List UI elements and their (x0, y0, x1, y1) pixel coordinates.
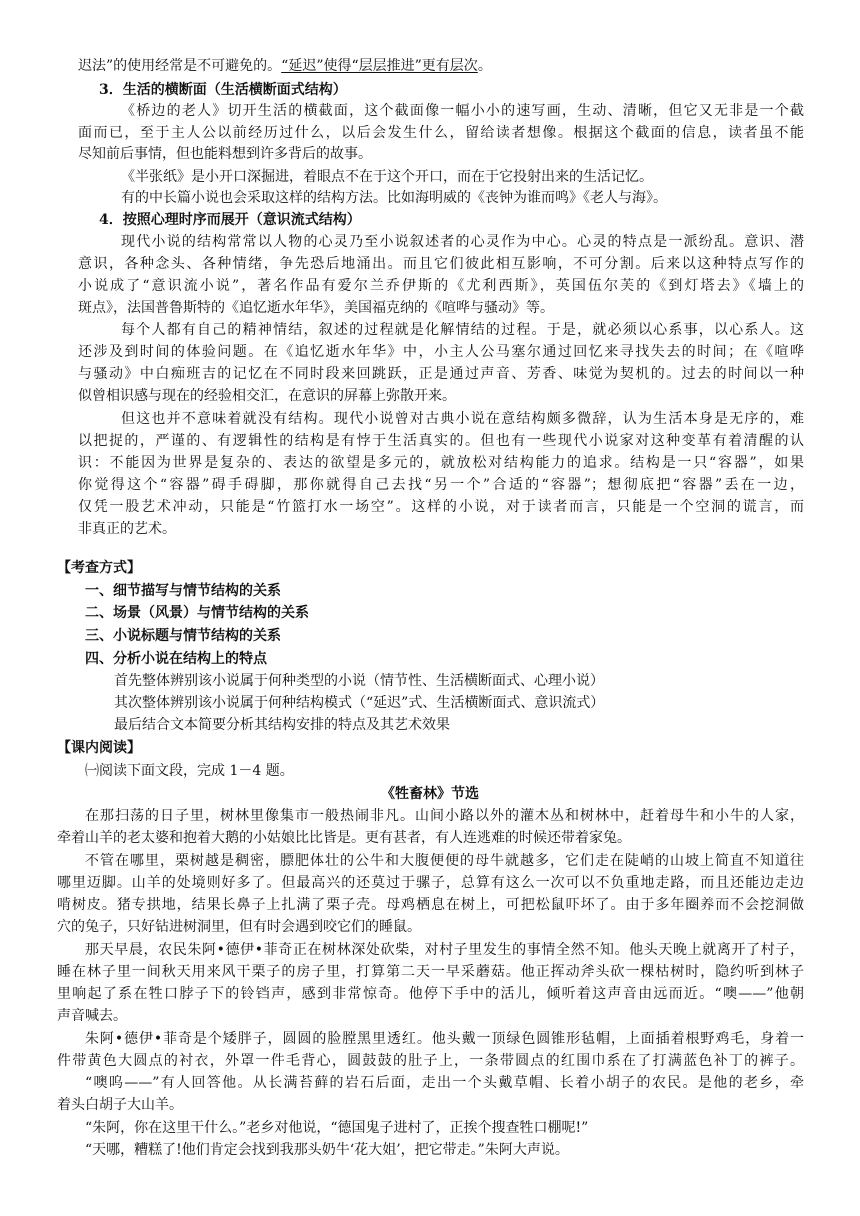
passage-line: 朱阿•德伊•菲奇是个矮胖子，圆圆的脸膛黑里透红。他头戴一顶绿色圆锥形毡帽，上面插着根野鸡毛，身着一 (85, 1031, 804, 1047)
passage-line: 件带黄色大圆点的衬衣，外罩一件毛背心，圆鼓鼓的肚子上，一条带圆点的红围巾系在了打满蓝色补丁的裤子。 (57, 1053, 804, 1069)
passage-line: 牵着山羊的老太婆和抱着大鹅的小姑娘比比皆是。更有甚者，有人连逃难的时候还带着家兔。 (57, 830, 631, 846)
passage-title: 《牲畜林》节选 (381, 786, 479, 802)
passage-line: 在那扫荡的日子里，树林里像集市一般热闹非凡。山间小路以外的灌木丛和树林中，赶着母牛和小牛的人家， (85, 808, 804, 824)
paragraph-line: 你觉得这个“容器”碍手碍脚，那你就得自己去找“另一个”合适的“容器”；想彻底把“容器”丢在一边， (78, 477, 804, 493)
paragraph-line: 面而已，至于主人公以前经历过什么，以后会发生什么，留给读者想像。根据这个截面的信息，读者虽不能 (78, 125, 804, 141)
kaocha-item: 一、细节描写与情节结构的关系 (85, 583, 281, 599)
passage-line: “噢呜——”有人回答他。从长满苔藓的岩石后面，走出一个头戴草帽、长着小胡子的农民。是他的老乡，牵 (85, 1075, 804, 1091)
passage-line: 着头白胡子大山羊。 (57, 1097, 183, 1113)
paragraph-line: 意识，各种念头、各种情绪，争先恐后地涌出。而且它们彼此相互影响，不可分割。后来以这种特点写作的 (78, 256, 804, 272)
passage-line: 穴的兔子，只好钻进树洞里，但有时会遇到咬它们的睡鼠。 (57, 919, 421, 935)
paragraph-line: 但这也并不意味着就没有结构。现代小说曾对古典小说在意结构颇多微辞，认为生活本身是无序的，难 (121, 411, 804, 427)
paragraph-line: 小说成了“意识流小说”，著名作品有爱尔兰乔伊斯的《尤利西斯》，英国伍尔芙的《到灯塔去》《墙上的 (78, 278, 804, 294)
underlined-text: “延迟”使得“层层推进”更有层次 (281, 58, 478, 74)
passage-line: 声音喊去。 (57, 1008, 127, 1024)
paragraph-line: 非真正的艺术。 (78, 521, 176, 537)
paragraph-line: 识：不能因为世界是复杂的、表达的欲望是多元的，就放松对结构能力的追求。结构是一只“容器”，如果 (78, 455, 804, 471)
kenei-heading: 【课内阅读】 (57, 740, 141, 756)
kaocha-subitem: 其次整体辨别该小说属于何种结构模式（“延迟”式、生活横断面式、意识流式） (114, 695, 605, 711)
paragraph-line: 《桥边的老人》切开生活的横截面，这个截面像一幅小小的速写画，生动、清晰，但它又无非是一个截 (121, 103, 804, 119)
kaocha-item: 四、分析小说在结构上的特点 (85, 651, 267, 667)
reading-instruction: ㈠阅读下面文段，完成 1－4 题。 (85, 763, 294, 779)
passage-line: 睡在林子里一间秋天用来风干栗子的房子里，打算第二天一早采蘑菇。他正挥动斧头砍一棵枯树时，隐约听到林子 (57, 964, 804, 980)
kaocha-subitem: 最后结合文本简要分析其结构安排的特点及其艺术效果 (114, 717, 450, 733)
paragraph-line: 与骚动》中白痴班吉的记忆在不同时段来回跳跃，正是通过声音、芳香、味觉为契机的。过去的时间以一种 (78, 366, 804, 382)
passage-line: “天哪，糟糕了!他们肯定会找到我那头奶牛‘花大姐’，把它带走。”朱阿大声说。 (85, 1142, 569, 1158)
passage-line: 里响起了系在牲口脖子下的铃铛声，感到非常惊奇。他停下手中的活儿，倾听着这声音由远而近。“噢——”他朝 (57, 986, 804, 1002)
paragraph-line: 仅凭一股艺术冲动，只能是“竹篮打水一场空”。这样的小说，对于读者而言，只能是一个空洞的谎言，而 (78, 499, 804, 515)
paragraph-line: 似曾相识感与现在的经验相交汇，在意识的屏幕上弥散开来。 (78, 388, 456, 404)
paragraph-line: 还涉及到时间的体验问题。在《追忆逝水年华》中，小主人公马塞尔通过回忆来寻找失去的时间；在《喧哗 (78, 344, 804, 360)
passage-line: 那天早晨，农民朱阿•德伊•菲奇正在树林深处砍柴，对村子里发生的事情全然不知。他头天晚上就离开了村子， (85, 942, 804, 958)
text-span: 。 (477, 58, 492, 74)
paragraph-line: 现代小说的结构常常以人物的心灵乃至小说叙述者的心灵作为中心。心灵的特点是一派纷乱。意识、潜 (121, 234, 804, 250)
section-heading: 3．生活的横断面（生活横断面式结构） (99, 82, 347, 98)
kaocha-item: 二、场景（风景）与情节结构的关系 (85, 605, 309, 621)
kaocha-item: 三、小说标题与情节结构的关系 (85, 628, 281, 644)
paragraph-line: 有的中长篇小说也会采取这样的结构方法。比如海明威的《丧钟为谁而鸣》《老人与海》。 (121, 190, 667, 206)
kaocha-heading: 【考查方式】 (57, 560, 141, 576)
passage-line: “朱阿，你在这里干什么。”老乡对他说，“德国鬼子进村了，正挨个搜查牲口棚呢!” (85, 1120, 589, 1136)
paragraph-line: 斑点》，法国普鲁斯特的《追忆逝水年华》，美国福克纳的《喧哗与骚动》等。 (78, 300, 554, 316)
passage-line: 哪里迈脚。山羊的处境则好多了。但最高兴的还莫过于骡子，总算有这么一次可以不负重地走路，而且还能边走边 (57, 875, 804, 891)
paragraph-line (78, 55, 778, 77)
passage-line: 不管在哪里，栗树越是稠密，膘肥体壮的公牛和大腹便便的母牛就越多，它们走在陡峭的山坡上简直不知道往 (85, 853, 804, 869)
paragraph-line: 每个人都有自己的精神情结，叙述的过程就是化解情结的过程。于是，就必须以心系事，以心系人。这 (121, 322, 804, 338)
paragraph-line: 《半张纸》是小开口深掘进，着眼点不在于这个开口，而在于它投射出来的生活记忆。 (121, 169, 653, 185)
paragraph-line: 以把捉的，严谨的、有逻辑性的结构是有悖于生活真实的。但也有一些现代小说家对这种变革有着清醒的认 (78, 433, 804, 449)
kaocha-subitem: 首先整体辨别该小说属于何种类型的小说（情节性、生活横断面式、心理小说） (114, 673, 604, 689)
text-span: 迟法”的使用经常是不可避免的。 (78, 58, 282, 74)
paragraph-line: 尽知前后事情，但也能料想到许多背后的故事。 (78, 146, 372, 162)
section-heading: 4．按照心理时序而展开（意识流式结构） (99, 212, 361, 228)
passage-line: 啃树皮。猪专拱地，结果长鼻子上扎满了栗子壳。母鸡栖息在树上，可把松鼠吓坏了。由于多年圈养而不会挖洞做 (57, 897, 804, 913)
